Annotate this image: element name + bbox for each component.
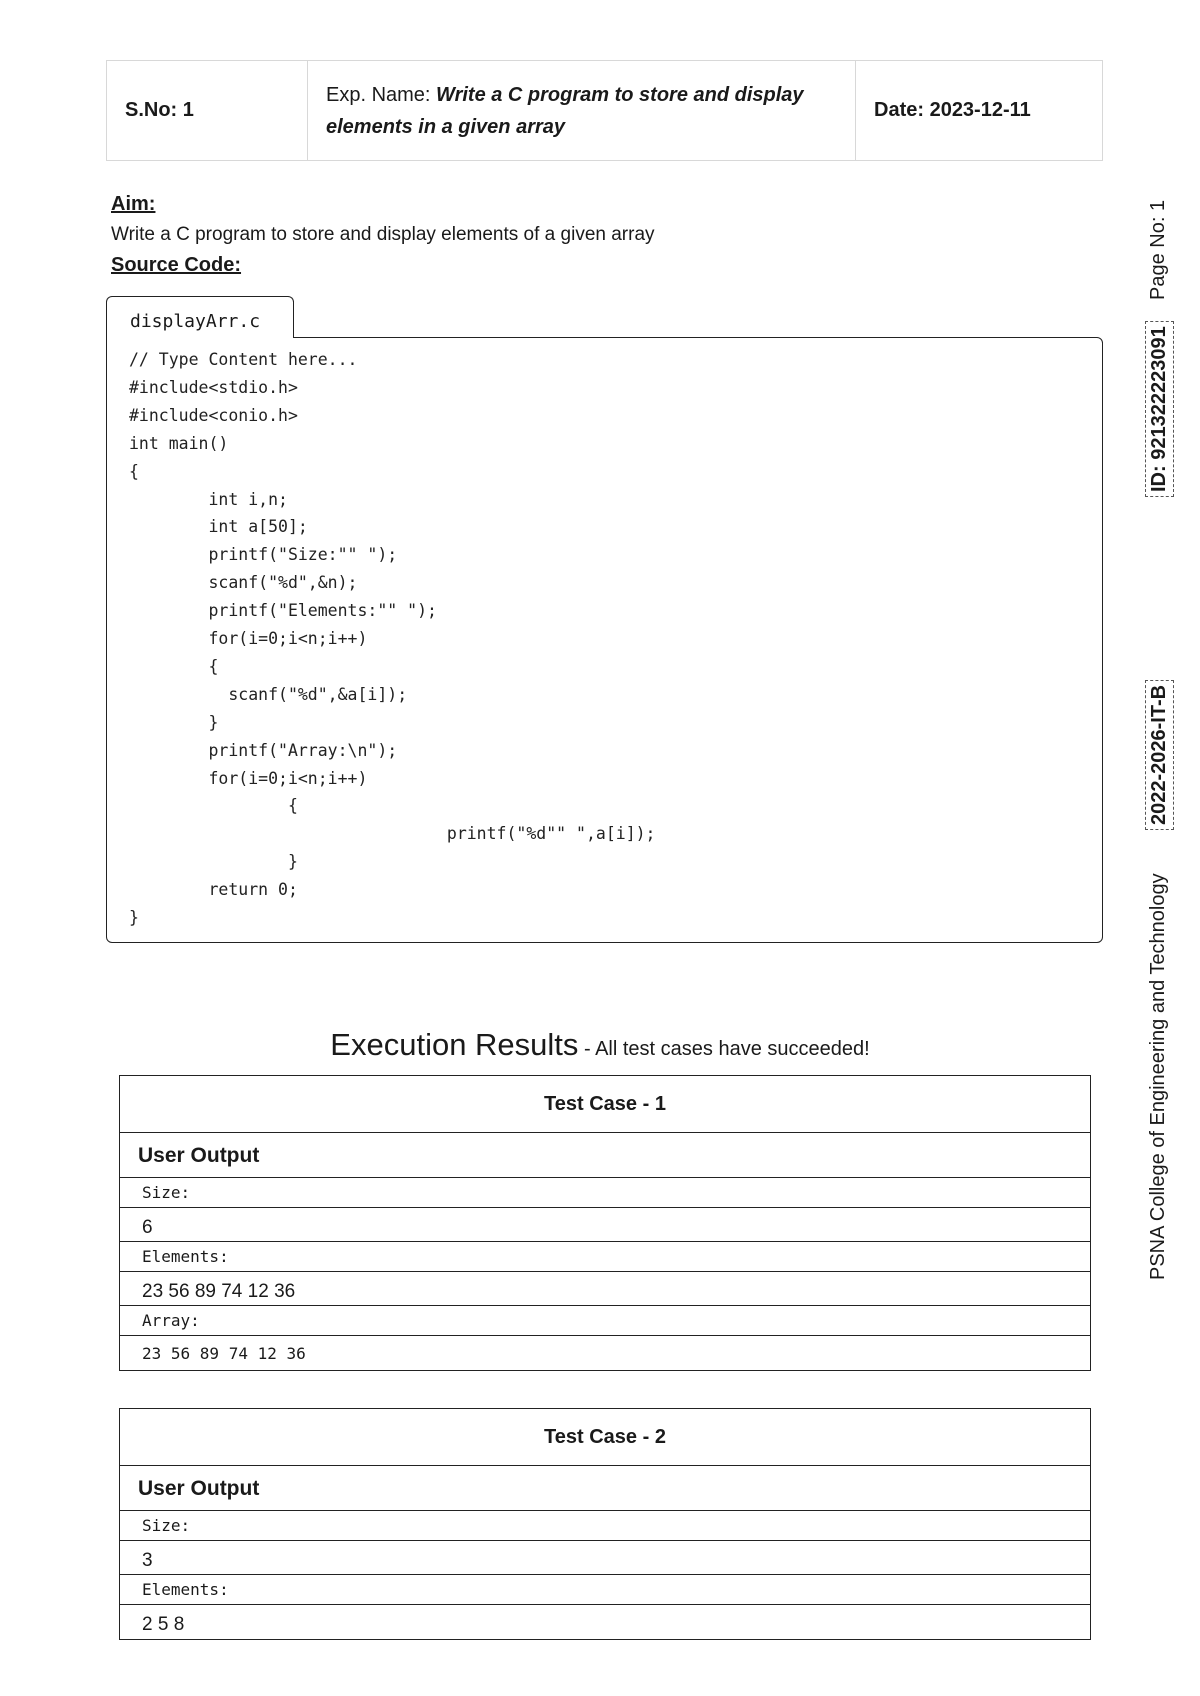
- code-line: printf("Array:\n");: [129, 740, 398, 760]
- code-line: int a[50];: [129, 517, 308, 537]
- user-output-label: User Output: [120, 1133, 1090, 1178]
- code-line: {: [129, 796, 298, 816]
- aim-label: Aim:: [111, 193, 156, 215]
- output-value-row: 3: [120, 1541, 1090, 1575]
- experiment-title: Write a C program to store and display elements in a given array: [326, 83, 804, 138]
- code-line: }: [129, 908, 139, 927]
- test-case-title: Test Case - 1: [120, 1076, 1090, 1133]
- output-value-row: 2 5 8: [142, 1614, 185, 1635]
- experiment-name-prefix: Exp. Name:: [326, 83, 431, 106]
- code-line: int main(): [129, 433, 229, 453]
- code-line: scanf("%d",&n);: [129, 573, 358, 593]
- execution-results-heading: [0, 1027, 1200, 1063]
- aim-text: Write a C program to store and display elements of a given array: [111, 224, 655, 245]
- code-line: printf("Size:"" ");: [129, 545, 398, 565]
- output-prompt-row: Array:: [120, 1306, 1090, 1336]
- experiment-header: [106, 60, 1103, 161]
- output-prompt-row: Elements:: [120, 1575, 1090, 1605]
- code-line: {: [129, 656, 219, 676]
- code-line: // Type Content here...: [129, 350, 358, 369]
- code-line: for(i=0;i<n;i++): [129, 768, 368, 788]
- code-line: printf("Elements:"" ");: [129, 601, 437, 621]
- page-number: Page No: 1: [1147, 199, 1169, 300]
- user-output-label: User Output: [120, 1466, 1090, 1511]
- code-line: printf("%d"" ",a[i]);: [129, 824, 656, 844]
- execution-results-status: - All test cases have succeeded!: [578, 1038, 870, 1060]
- source-file-tab: [106, 296, 294, 338]
- batch-section: 2022-2026-IT-B: [1145, 680, 1174, 830]
- code-line: {: [129, 461, 139, 481]
- output-value-row: 6: [120, 1208, 1090, 1242]
- code-line: #include<conio.h>: [129, 405, 298, 425]
- code-line: scanf("%d",&a[i]);: [129, 684, 408, 704]
- experiment-name: [308, 61, 856, 161]
- test-case-2: [119, 1408, 1091, 1640]
- execution-results-title: Execution Results: [330, 1027, 579, 1062]
- code-line: for(i=0;i<n;i++): [129, 629, 368, 648]
- test-case-1: [119, 1075, 1091, 1371]
- source-code-block: [106, 337, 1103, 943]
- output-value-row: 23 56 89 74 12 36: [120, 1272, 1090, 1306]
- experiment-date: Date: 2023-12-11: [856, 61, 1103, 161]
- code-line: int i,n;: [129, 489, 288, 509]
- serial-number: S.No: 1: [107, 61, 308, 161]
- student-id: ID: 921322223091: [1145, 321, 1174, 497]
- output-value-row: 23 56 89 74 12 36: [142, 1344, 306, 1363]
- output-prompt-row: Size:: [120, 1511, 1090, 1541]
- output-prompt-row: Elements:: [120, 1242, 1090, 1272]
- source-file-name: displayArr.c: [130, 311, 261, 332]
- code-line: }: [129, 852, 298, 872]
- code-line: return 0;: [129, 880, 298, 900]
- college-name: PSNA College of Engineering and Technology: [1147, 873, 1169, 1280]
- output-prompt-row: Size:: [120, 1178, 1090, 1208]
- code-line: #include<stdio.h>: [129, 377, 298, 397]
- code-line: }: [129, 712, 219, 732]
- test-case-title: Test Case - 2: [120, 1409, 1090, 1466]
- source-code-label: Source Code:: [111, 254, 242, 276]
